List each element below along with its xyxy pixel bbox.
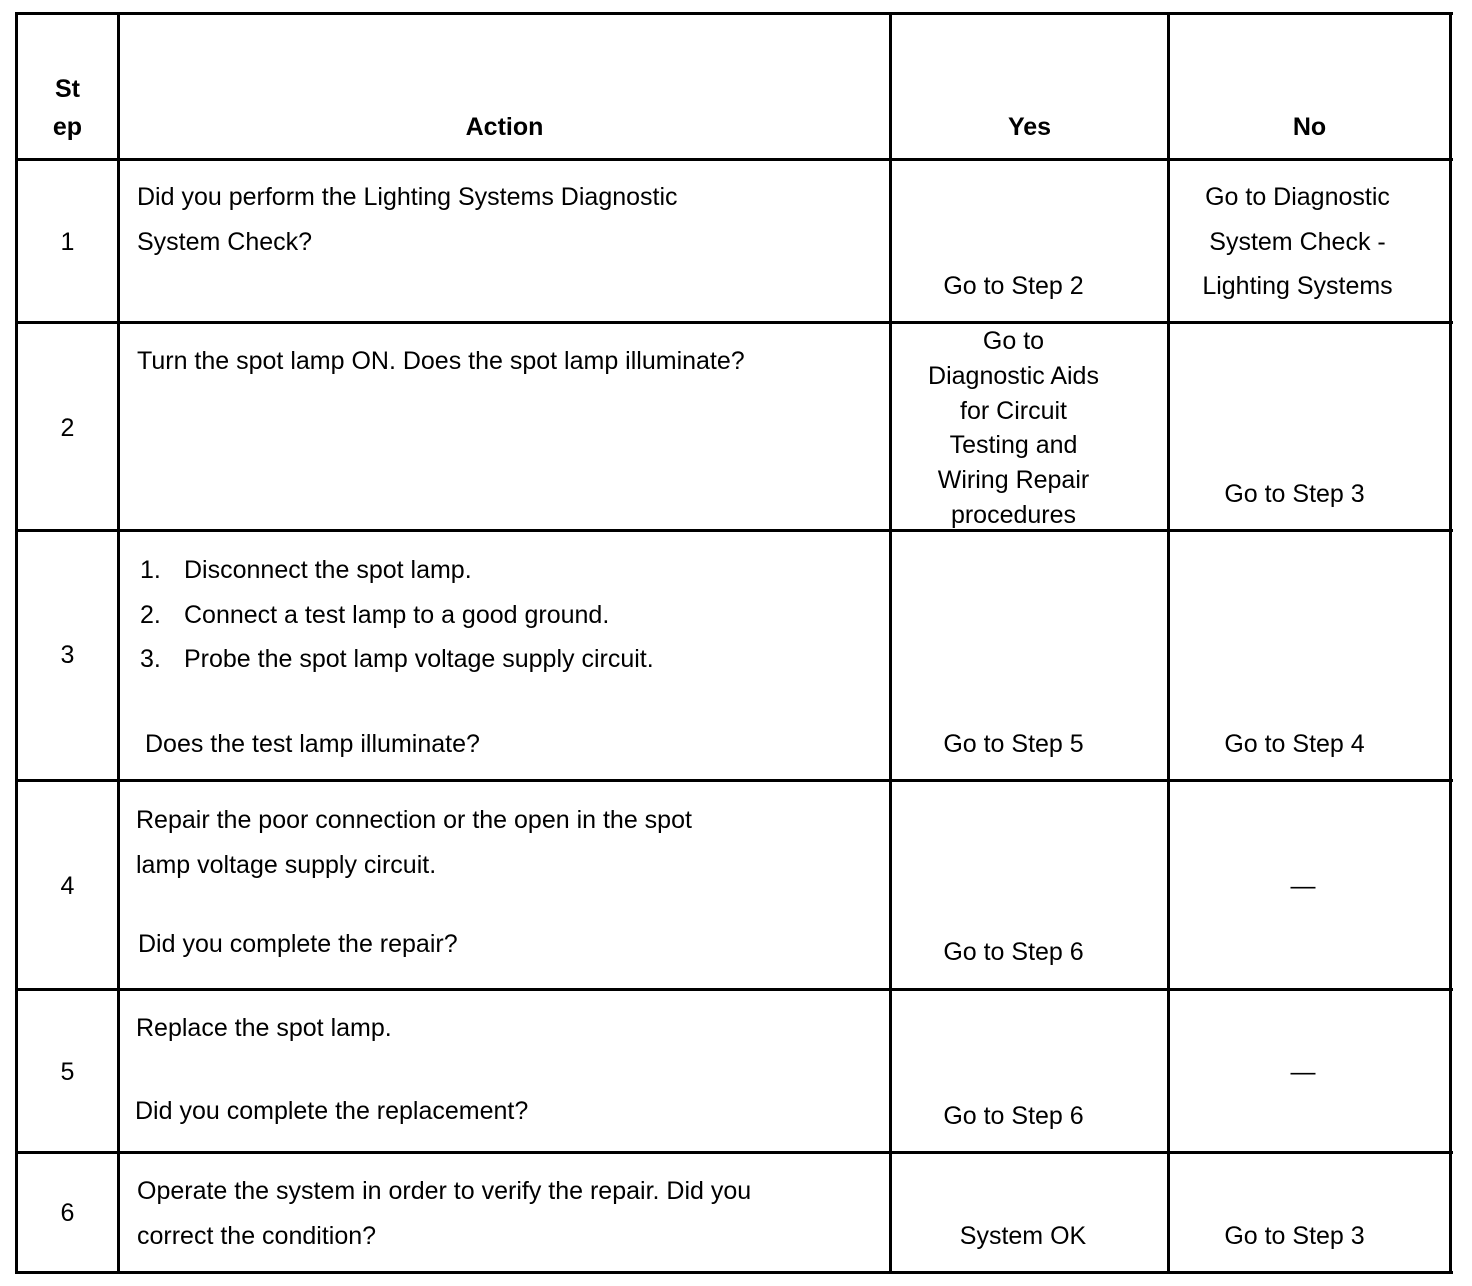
step-number: 1 bbox=[60, 228, 75, 256]
row-divider bbox=[15, 12, 1453, 15]
no-outcome: Go to Step 3 bbox=[1224, 480, 1365, 508]
action-line: correct the condition? bbox=[137, 1221, 377, 1250]
action-text bbox=[136, 1016, 392, 1041]
action-line: Operate the system in order to verify the repair. Did you bbox=[137, 1177, 752, 1205]
step-number: 6 bbox=[60, 1199, 75, 1227]
action-line: Turn the spot lamp ON. Does the spot lamp illuminate? bbox=[137, 347, 745, 375]
action-list bbox=[140, 558, 654, 692]
yes-line: procedures bbox=[950, 500, 1077, 529]
action-line: lamp voltage supply circuit. bbox=[136, 850, 437, 879]
action-line: System Check? bbox=[137, 227, 313, 256]
step-number: 4 bbox=[60, 872, 75, 900]
row-divider bbox=[15, 158, 1453, 161]
action-list-item bbox=[140, 558, 654, 603]
yes-outcome: System OK bbox=[959, 1222, 1087, 1250]
yes-line: Wiring Repair bbox=[937, 466, 1090, 495]
header-step-line: St bbox=[55, 75, 80, 103]
yes-outcome bbox=[892, 324, 1135, 533]
action-question: Does the test lamp illuminate? bbox=[145, 730, 480, 758]
header-yes: Yes bbox=[1007, 113, 1052, 141]
action-list-item bbox=[140, 647, 654, 692]
step-number: 2 bbox=[60, 414, 75, 442]
yes-line: Go to bbox=[982, 327, 1045, 355]
action-line: Did you perform the Lighting Systems Diagnostic bbox=[137, 183, 678, 211]
yes-outcome: Go to Step 2 bbox=[943, 272, 1084, 300]
action-question: Did you complete the replacement? bbox=[135, 1097, 529, 1125]
list-number: 1. bbox=[140, 556, 161, 584]
no-outcome: — bbox=[1290, 1058, 1316, 1086]
action-text bbox=[137, 175, 678, 264]
row-divider bbox=[15, 529, 1453, 532]
action-list-item bbox=[140, 600, 654, 648]
yes-line: Testing and bbox=[949, 431, 1078, 460]
yes-outcome: Go to Step 6 bbox=[943, 938, 1084, 966]
column-divider bbox=[889, 12, 892, 1274]
header-step-line: ep bbox=[52, 113, 83, 141]
row-divider bbox=[15, 779, 1453, 782]
no-outcome: Go to Step 4 bbox=[1224, 730, 1365, 758]
list-text: Probe the spot lamp voltage supply circuit. bbox=[184, 645, 654, 673]
yes-outcome: Go to Step 5 bbox=[943, 730, 1084, 758]
header-step bbox=[18, 72, 117, 148]
header-action: Action bbox=[465, 113, 544, 141]
action-text bbox=[137, 349, 745, 374]
no-outcome: Go to Step 3 bbox=[1224, 1222, 1365, 1250]
list-number: 2. bbox=[140, 600, 161, 629]
list-text: Disconnect the spot lamp. bbox=[184, 556, 472, 584]
no-line: Lighting Systems bbox=[1202, 272, 1393, 300]
yes-line: Diagnostic Aids bbox=[928, 361, 1099, 390]
list-number: 3. bbox=[140, 645, 161, 673]
row-divider bbox=[15, 321, 1453, 324]
no-line: Go to Diagnostic bbox=[1205, 183, 1390, 211]
action-question: Did you complete the repair? bbox=[138, 930, 458, 958]
step-number: 3 bbox=[60, 641, 75, 669]
row-divider bbox=[15, 988, 1453, 991]
row-divider bbox=[15, 1271, 1453, 1274]
yes-outcome: Go to Step 6 bbox=[943, 1102, 1084, 1130]
step-number: 5 bbox=[60, 1058, 75, 1086]
action-text bbox=[136, 798, 692, 887]
no-outcome: — bbox=[1290, 872, 1316, 900]
yes-line: for Circuit bbox=[960, 396, 1067, 425]
action-text bbox=[137, 1169, 751, 1258]
column-divider bbox=[1449, 12, 1452, 1274]
action-line: Replace the spot lamp. bbox=[136, 1014, 392, 1042]
action-line: Repair the poor connection or the open in the spot bbox=[136, 806, 692, 834]
no-outcome bbox=[1170, 175, 1425, 309]
list-text: Connect a test lamp to a good ground. bbox=[184, 600, 610, 629]
header-no: No bbox=[1292, 113, 1327, 141]
row-divider bbox=[15, 1151, 1453, 1154]
no-line: System Check - bbox=[1209, 227, 1386, 256]
column-divider bbox=[117, 12, 120, 1274]
